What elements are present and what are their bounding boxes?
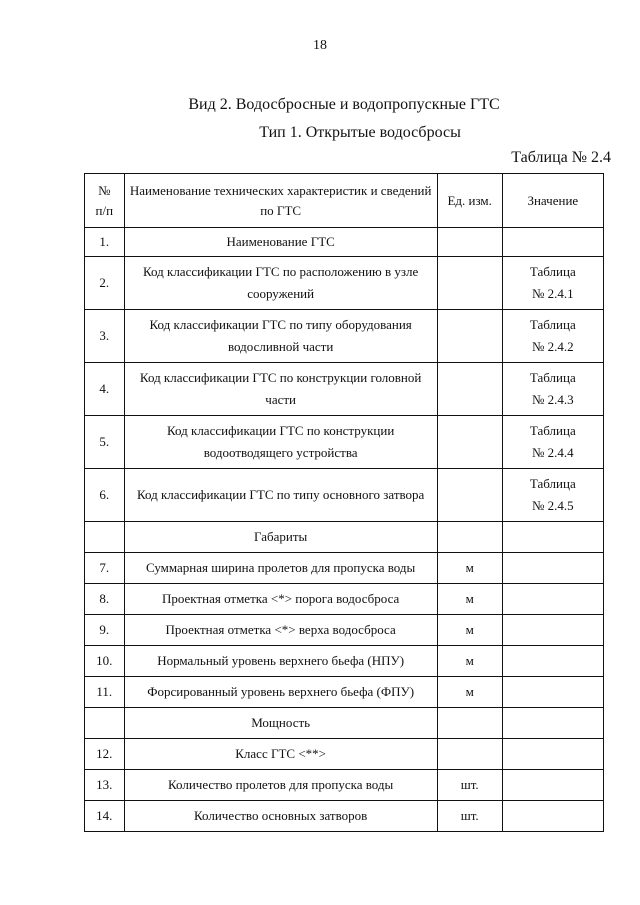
row-value-line2: № 2.4.1 — [531, 286, 574, 301]
row-name — [124, 522, 437, 553]
table-row — [85, 228, 604, 257]
table-section-row — [85, 708, 604, 739]
row-unit: м — [437, 553, 502, 584]
table-row — [85, 363, 604, 416]
row-name-line1: Габариты — [254, 529, 308, 544]
table-row — [85, 416, 604, 469]
header-name-line2: по ГТС — [260, 202, 302, 218]
header-number — [85, 174, 125, 228]
table-row — [85, 553, 604, 584]
row-value-line1: Таблица — [529, 370, 576, 385]
row-number: 7. — [85, 553, 125, 584]
row-value-line2: № 2.4.3 — [531, 392, 574, 407]
row-number: 2. — [85, 257, 125, 310]
row-unit — [437, 739, 502, 770]
row-unit: шт. — [437, 801, 502, 832]
row-value-line2: № 2.4.5 — [531, 498, 574, 513]
row-name — [124, 708, 437, 739]
document-heading: Вид 2. Водосбросные и водопропускные ГТС — [188, 96, 500, 113]
row-name-line1: Количество пролетов для пропуска воды — [167, 777, 394, 792]
row-unit: м — [437, 646, 502, 677]
table-row — [85, 801, 604, 832]
row-name-line2: части — [265, 392, 296, 407]
table-body — [85, 228, 604, 832]
row-number: 4. — [85, 363, 125, 416]
table-row — [85, 646, 604, 677]
row-name-line1: Проектная отметка <*> порога водосброса — [161, 591, 400, 606]
row-name-line1: Мощность — [251, 715, 311, 730]
row-value-line2: № 2.4.2 — [531, 339, 574, 354]
row-name-line1: Количество основных затворов — [194, 808, 368, 823]
row-name — [124, 363, 437, 416]
row-number: 1. — [85, 228, 125, 257]
row-value — [502, 739, 603, 770]
row-unit — [437, 708, 502, 739]
row-number: 5. — [85, 416, 125, 469]
row-name-line2: водосливной части — [227, 339, 334, 354]
table-row — [85, 770, 604, 801]
row-name — [124, 310, 437, 363]
row-number: 11. — [85, 677, 125, 708]
row-unit: шт. — [437, 770, 502, 801]
row-value — [502, 801, 603, 832]
row-unit — [437, 522, 502, 553]
table-row — [85, 310, 604, 363]
row-unit — [437, 257, 502, 310]
row-unit — [437, 363, 502, 416]
row-value — [502, 677, 603, 708]
header-number-line2: п/п — [95, 202, 114, 218]
row-name-line1: Нормальный уровень верхнего бьефа (НПУ) — [157, 653, 405, 668]
row-value-line1: Таблица — [529, 476, 576, 491]
document-subheading: Тип 1. Открытые водосбросы — [259, 124, 461, 141]
row-name-line1: Наименование ГТС — [226, 234, 335, 249]
header-number-line1: № — [98, 182, 111, 198]
characteristics-table — [84, 173, 604, 832]
row-name-line1: Суммарная ширина пролетов для пропуска воды — [145, 560, 416, 575]
table-label: Таблица № 2.4 — [511, 149, 611, 166]
row-name-line1: Код классификации ГТС по типу основного затвора — [136, 487, 425, 502]
row-number: 13. — [85, 770, 125, 801]
row-number: 8. — [85, 584, 125, 615]
row-value-line1: Таблица — [529, 423, 576, 438]
row-name-line1: Код классификации ГТС по типу оборудования — [149, 317, 412, 332]
row-number — [85, 708, 125, 739]
row-name — [124, 553, 437, 584]
header-name-line1: Наименование технических характеристик и сведений — [129, 182, 432, 198]
row-number: 3. — [85, 310, 125, 363]
table-header-row — [85, 174, 604, 228]
row-value-line2: № 2.4.4 — [531, 445, 574, 460]
row-unit — [437, 416, 502, 469]
row-unit — [437, 228, 502, 257]
row-name — [124, 646, 437, 677]
row-value — [502, 770, 603, 801]
table-section-row — [85, 522, 604, 553]
table-row — [85, 739, 604, 770]
row-name — [124, 469, 437, 522]
row-value — [502, 646, 603, 677]
row-value — [502, 416, 603, 469]
row-unit — [437, 310, 502, 363]
row-value — [502, 228, 603, 257]
row-value — [502, 708, 603, 739]
row-unit: м — [437, 677, 502, 708]
row-value — [502, 310, 603, 363]
row-number: 14. — [85, 801, 125, 832]
row-number: 12. — [85, 739, 125, 770]
row-name — [124, 770, 437, 801]
table-row — [85, 584, 604, 615]
row-name — [124, 677, 437, 708]
header-name — [124, 174, 437, 228]
row-value — [502, 584, 603, 615]
row-name-line1: Форсированный уровень верхнего бьефа (ФПУ) — [147, 684, 415, 699]
row-value — [502, 553, 603, 584]
row-unit: м — [437, 615, 502, 646]
row-name — [124, 801, 437, 832]
row-value — [502, 615, 603, 646]
row-value-line1: Таблица — [529, 317, 576, 332]
row-value — [502, 469, 603, 522]
row-name — [124, 615, 437, 646]
row-value-line1: Таблица — [529, 264, 576, 279]
row-name-line1: Код классификации ГТС по конструкции головной — [139, 370, 422, 385]
row-unit — [437, 469, 502, 522]
header-value: Значение — [502, 174, 603, 228]
row-value — [502, 522, 603, 553]
row-name-line2: водоотводящего устройства — [203, 445, 358, 460]
header-unit: Ед. изм. — [437, 174, 502, 228]
row-name-line2: сооружений — [247, 286, 315, 301]
row-name — [124, 584, 437, 615]
row-number: 9. — [85, 615, 125, 646]
row-number: 6. — [85, 469, 125, 522]
row-name-line1: Класс ГТС <**> — [235, 746, 327, 761]
row-name-line1: Код классификации ГТС по конструкции — [166, 423, 395, 438]
table-row — [85, 677, 604, 708]
row-unit: м — [437, 584, 502, 615]
row-name — [124, 257, 437, 310]
row-name — [124, 416, 437, 469]
row-value — [502, 257, 603, 310]
row-name-line1: Проектная отметка <*> верха водосброса — [165, 622, 396, 637]
table-row — [85, 257, 604, 310]
page-number: 18 — [313, 38, 327, 53]
row-name-line1: Код классификации ГТС по расположению в узле — [142, 264, 419, 279]
row-name — [124, 228, 437, 257]
table-row — [85, 469, 604, 522]
table-row — [85, 615, 604, 646]
row-number: 10. — [85, 646, 125, 677]
row-number — [85, 522, 125, 553]
row-name — [124, 739, 437, 770]
row-value — [502, 363, 603, 416]
